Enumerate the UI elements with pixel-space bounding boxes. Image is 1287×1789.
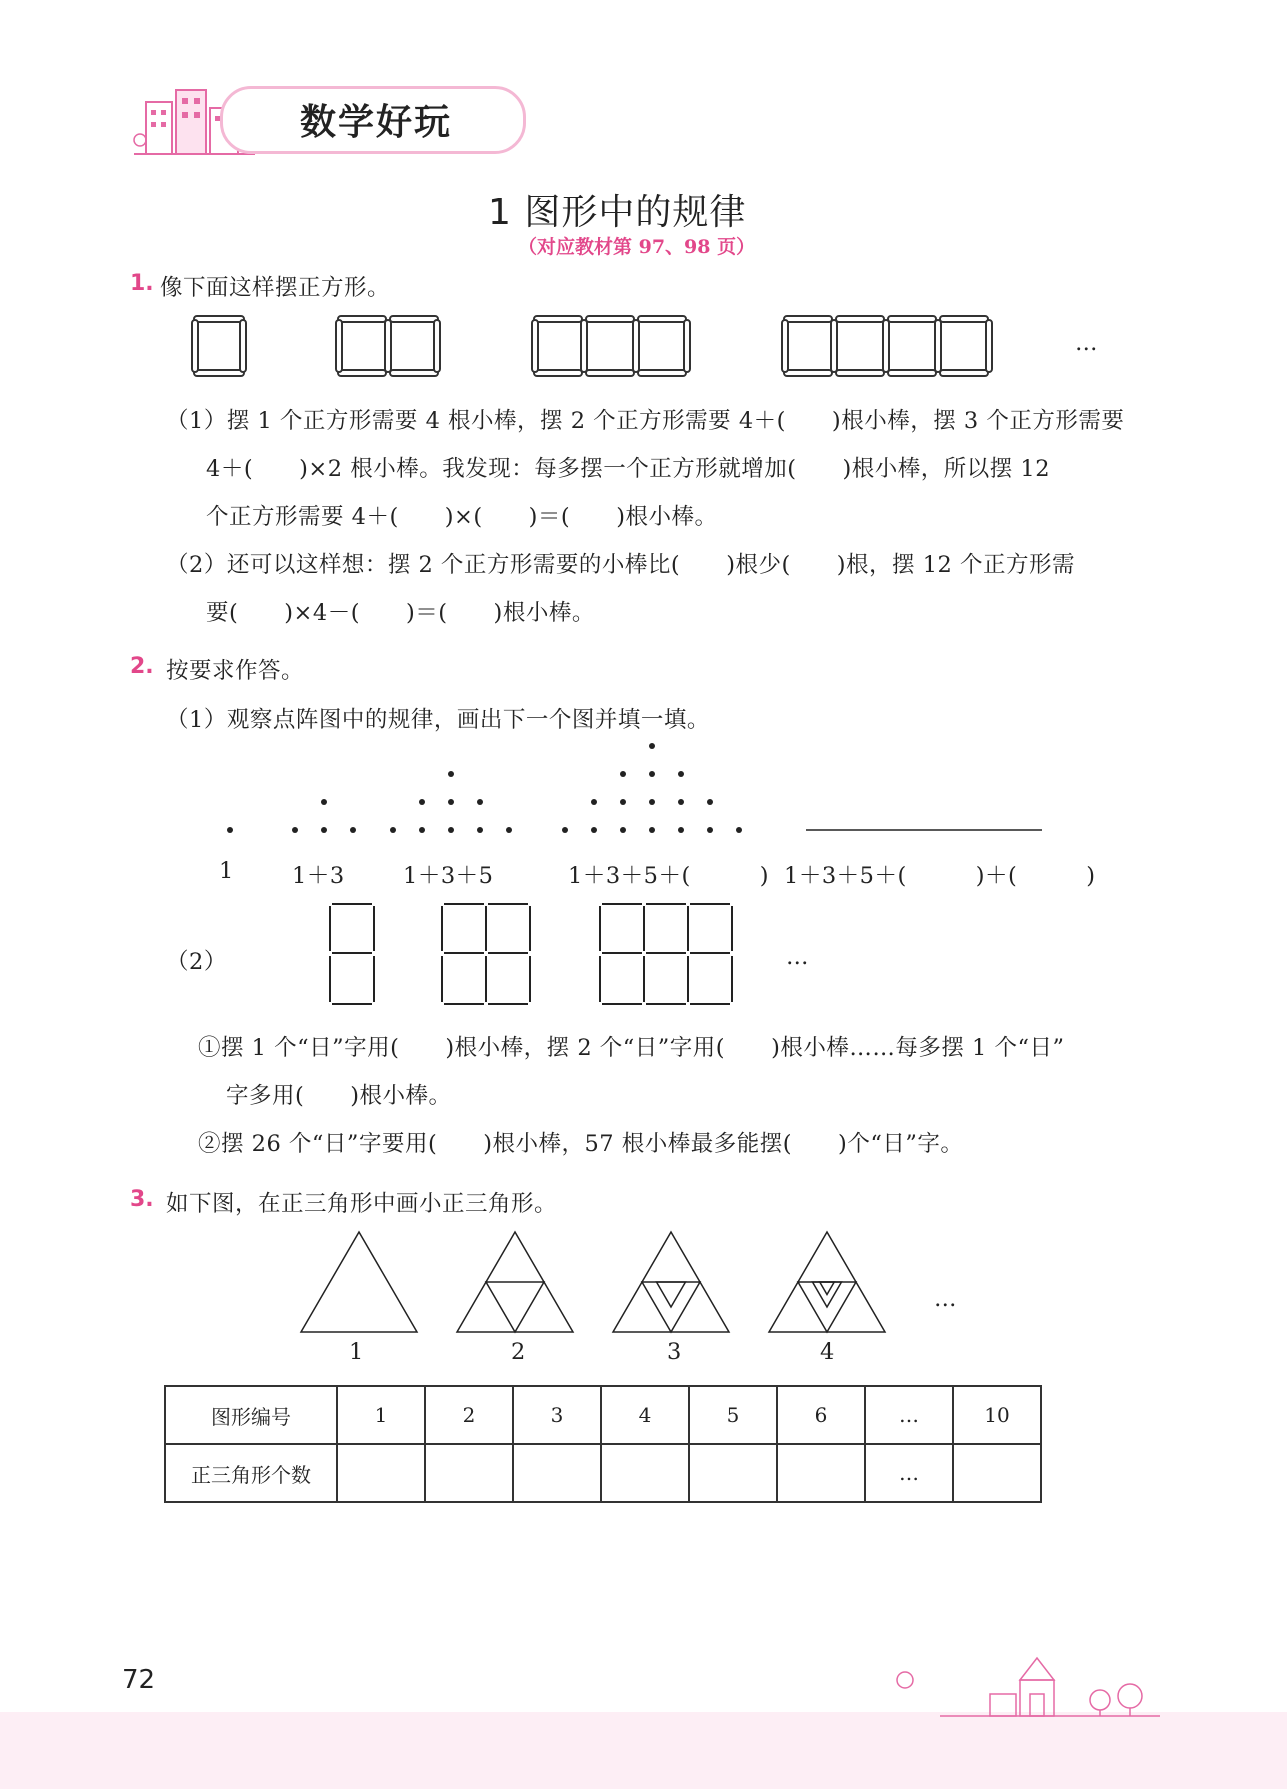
table-cell: 6 <box>777 1386 865 1444</box>
table-cell: 1 <box>337 1386 425 1444</box>
dot-label-5: 1＋3＋5＋( )＋( ) <box>784 863 1096 889</box>
table-row <box>165 1386 1041 1444</box>
question-2-prompt: 按要求作答。 <box>166 658 305 684</box>
triangle-label-3: 3 <box>667 1339 682 1365</box>
answer-cell[interactable] <box>777 1444 865 1502</box>
answer-cell[interactable] <box>337 1444 425 1502</box>
answer-cell[interactable] <box>425 1444 513 1502</box>
q1-part2-line2: 要( )×4－( )＝( )根小棒。 <box>206 600 595 626</box>
answer-cell[interactable] <box>953 1444 1041 1502</box>
castle-illustration <box>880 1650 1180 1720</box>
ellipsis: … <box>934 1286 957 1312</box>
dot-array-figure <box>200 740 1060 840</box>
nested-triangles-figure <box>295 1228 995 1338</box>
table-row <box>165 1444 1041 1502</box>
q1-part1-line1: （1）摆 1 个正方形需要 4 根小棒，摆 2 个正方形需要 4＋( )根小棒，摆 3 个正方形需要 <box>166 408 1125 434</box>
table-cell: 10 <box>953 1386 1041 1444</box>
dot-label-1: 1 <box>219 858 234 884</box>
q2-sub2-line1: ①摆 1 个“日”字用( )根小棒，摆 2 个“日”字用( )根小棒……每多摆 1 个“日” <box>198 1035 1065 1061</box>
q1-part2-line1: （2）还可以这样想：摆 2 个正方形需要的小棒比( )根少( )根，摆 12 个正方形需 <box>166 552 1075 578</box>
question-1-number: 1. <box>130 271 154 296</box>
ellipsis: … <box>786 944 809 970</box>
dot-label-3: 1＋3＋5 <box>403 863 494 889</box>
q2-sub2-line3: ②摆 26 个“日”字要用( )根小棒，57 根小棒最多能摆( )个“日”字。 <box>198 1131 964 1157</box>
question-3-prompt: 如下图，在正三角形中画小正三角形。 <box>166 1191 558 1217</box>
q2-sub2-line2: 字多用( )根小棒。 <box>226 1083 452 1109</box>
answer-cell[interactable] <box>601 1444 689 1502</box>
q1-part1-line2: 4＋( )×2 根小棒。我发现：每多摆一个正方形就增加( )根小棒，所以摆 12 <box>206 456 1051 482</box>
dot-label-4: 1＋3＋5＋( ) <box>568 863 770 889</box>
table-cell: 3 <box>513 1386 601 1444</box>
answer-table <box>164 1385 1042 1503</box>
footer-band <box>0 1712 1287 1789</box>
page-number: 72 <box>122 1665 156 1695</box>
triangle-label-4: 4 <box>820 1339 835 1365</box>
section-banner <box>130 80 535 158</box>
answer-cell[interactable] <box>513 1444 601 1502</box>
q2-sub1-prompt: （1）观察点阵图中的规律，画出下一个图并填一填。 <box>166 707 710 733</box>
question-3-number: 3. <box>130 1187 154 1212</box>
triangle-label-1: 1 <box>349 1339 364 1365</box>
table-cell: … <box>865 1386 953 1444</box>
question-2-number: 2. <box>130 654 154 679</box>
lesson-title: 1 图形中的规律 <box>488 192 747 233</box>
triangle-label-2: 2 <box>511 1339 526 1365</box>
ellipsis: … <box>1075 330 1098 356</box>
table-cell: 4 <box>601 1386 689 1444</box>
q1-part1-line3: 个正方形需要 4＋( )×( )＝( )根小棒。 <box>206 504 718 530</box>
table-cell: 5 <box>689 1386 777 1444</box>
question-1-prompt: 像下面这样摆正方形。 <box>160 275 391 301</box>
answer-cell[interactable] <box>689 1444 777 1502</box>
ri-character-matchstick-figure <box>320 898 750 1010</box>
q2-sub2-label: （2） <box>166 949 227 975</box>
table-header-cell: 图形编号 <box>165 1386 337 1444</box>
table-header-cell: 正三角形个数 <box>165 1444 337 1502</box>
dot-label-2: 1＋3 <box>292 863 345 889</box>
matchstick-squares-figure <box>190 312 1090 382</box>
table-cell: … <box>865 1444 953 1502</box>
textbook-reference: （对应教材第 97、98 页） <box>518 236 756 258</box>
table-cell: 2 <box>425 1386 513 1444</box>
section-title: 数学好玩 <box>300 102 453 143</box>
